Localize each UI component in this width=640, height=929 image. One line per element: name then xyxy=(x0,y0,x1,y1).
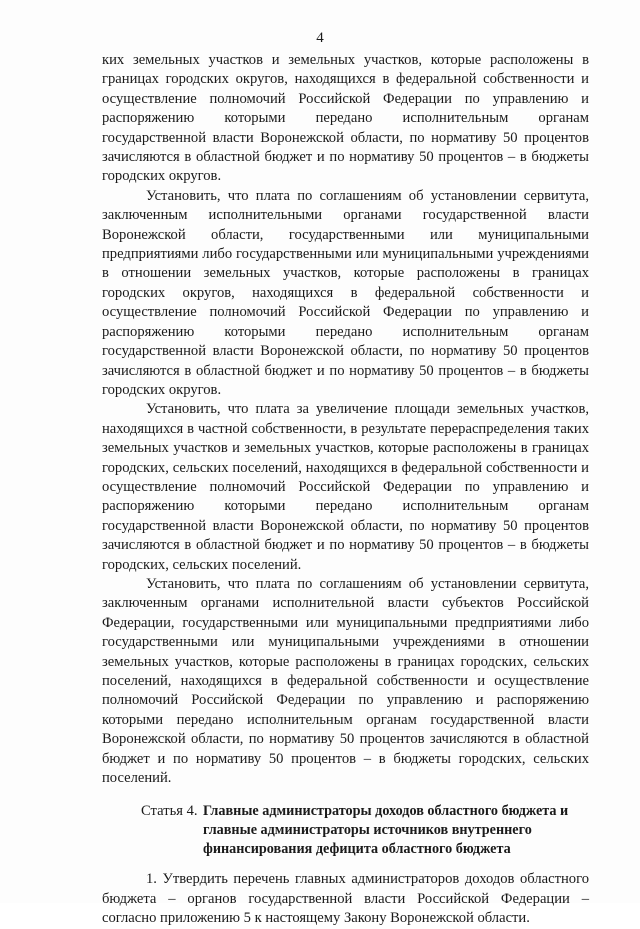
paragraph-servitude-settlements: Установить, что плата по соглашениям об установлении сервитута, заключенным органами исполнительной власти субъектов Российской Федерации, государственными или муниципальными предприятиями либо государственными или муниципальными учреждениями в отношении земельных участков, которые расположены в границах городских, сельских поселений, находящихся в федеральной собственности и осуществление полномочий Российской Федерации по управлению и распоряжению которыми передано исполнительным органам государственной власти Воронежской области, по нормативу 50 процентов зачисляются в областной бюджет и по нормативу 50 процентов – в бюджеты городских, сельских поселений. xyxy=(102,575,589,787)
article-title: Главные администраторы доходов областного бюджета и главные администраторы источников внутреннего финансирования дефицита областного бюджета xyxy=(203,803,569,858)
paragraph-servitude-urban: Установить, что плата по соглашениям об установлении сервитута, заключенным исполнительными органами государственной власти Воронежской области, государственными или муниципальными предприятиями либо государственными или муниципальными учреждениями в отношении земельных участков, которые расположены в границах городских округов, находящихся в федеральной собственности и осуществление полномочий Российской Федерации по управлению и распоряжению которыми передано исполнительным органам государственной власти Воронежской области, по нормативу 50 процентов зачисляются в областной бюджет и по нормативу 50 процентов – в бюджеты городских округов. xyxy=(102,187,589,398)
article-label: Статья 4. xyxy=(141,803,198,820)
document-body xyxy=(102,51,589,929)
paragraph-continuation: ких земельных участков и земельных участков, которые расположены в границах городских округов, находящихся в федеральной собственности и осуществление полномочий Российской Федерации по управлению и распоряжению которыми передано исполнительным органам государственной власти Воронежской области, по нормативу 50 процентов зачисляются в областной бюджет и по нормативу 50 процентов – в бюджеты городских округов. xyxy=(102,52,589,185)
page-number: 4 xyxy=(316,30,324,46)
article-heading xyxy=(102,802,589,859)
paragraph-item-1: 1. Утвердить перечень главных администраторов доходов областного бюджета – органов государственной власти Российской Федерации – согласно приложению 5 к настоящему Закону Воронежской области. xyxy=(102,871,589,927)
paragraph-land-increase: Установить, что плата за увеличение площади земельных участков, находящихся в частной собственности, в результате перераспределения таких земельных участков и земельных участков, которые расположены в границах городских, сельских поселений, находящихся в федеральной собственности и осуществление полномочий Российской Федерации по управлению и распоряжению которыми передано исполнительным органам государственной власти Воронежской области, по нормативу 50 процентов зачисляются в областной бюджет и по нормативу 50 процентов – в бюджеты городских, сельских поселений. xyxy=(102,401,589,573)
